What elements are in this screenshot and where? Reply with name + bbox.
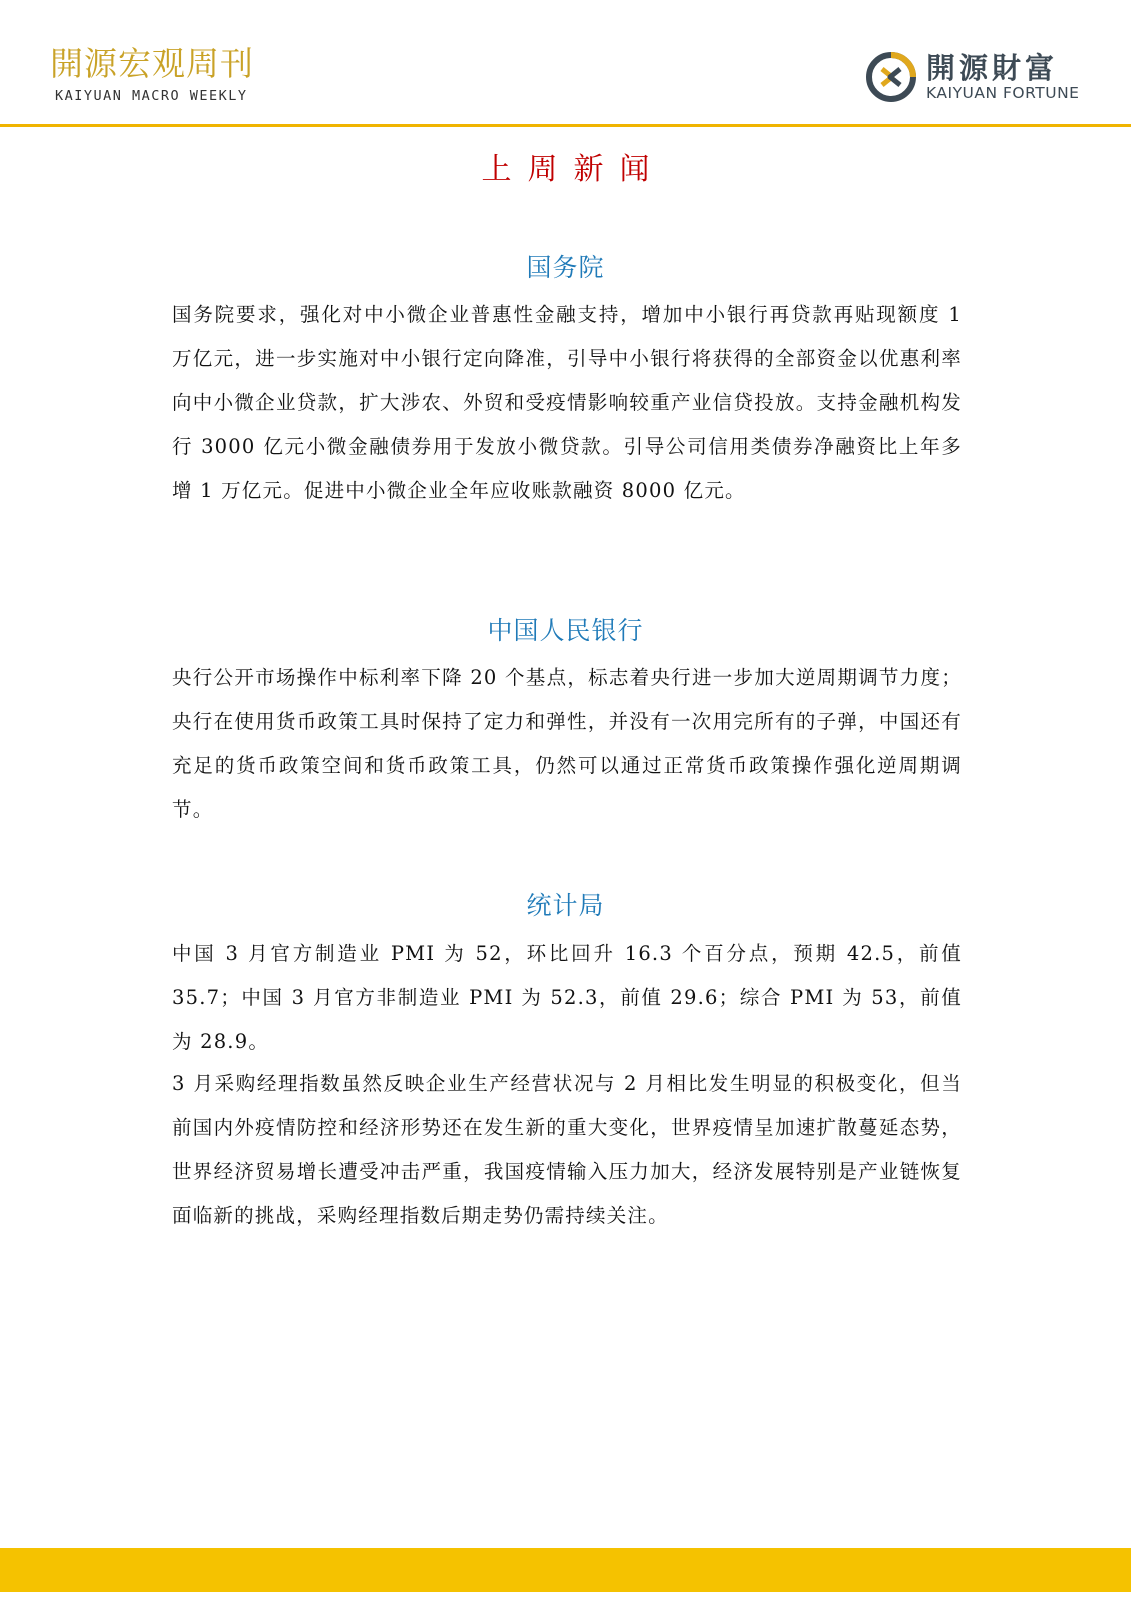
section-title-statistics-bureau: 统计局	[526, 891, 605, 920]
page-header	[0, 0, 1131, 125]
section-paragraph: 央行公开市场操作中标利率下降 20 个基点，标志着央行进一步加大逆周期调节力度；央行在使用货币政策工具时保持了定力和弹性，并没有一次用完所有的子弹，中国还有充足的货币政策空间和货币政策工具，仍然可以通过正常货币政策操作强化逆周期调节。	[172, 666, 962, 821]
section-paragraph: 中国 3 月官方制造业 PMI 为 52，环比回升 16.3 个百分点，预期 42.5，前值 35.7；中国 3 月官方非制造业 PMI 为 52.3，前值 29.6；综合 PMI 为 53，前值为 28.9。	[172, 942, 962, 1053]
footer-bar	[0, 1548, 1131, 1592]
page-title: 上周新闻	[481, 152, 666, 187]
section-title-pboc: 中国人民银行	[487, 616, 644, 645]
header-divider	[0, 124, 1131, 127]
section-paragraph: 国务院要求，强化对中小微企业普惠性金融支持，增加中小银行再贷款再贴现额度 1 万亿元，进一步实施对中小银行定向降准，引导中小银行将获得的全部资金以优惠利率向中小微企业贷款，扩大涉农、外贸和受疫情影响较重产业信贷投放。支持金融机构发行 3000 亿元小微金融债券用于发放小微贷款。引导公司信用类债券净融资比上年多增 1 万亿元。促进中小微企业全年应收账款融资 8000 亿元。	[172, 303, 962, 502]
section-paragraph: 3 月采购经理指数虽然反映企业生产经营状况与 2 月相比发生明显的积极变化，但当前国内外疫情防控和经济形势还在发生新的重大变化，世界疫情呈加速扩散蔓延态势，世界经济贸易增长遭受冲击严重，我国疫情输入压力加大，经济发展特别是产业链恢复面临新的挑战，采购经理指数后期走势仍需持续关注。	[172, 1072, 962, 1227]
logo-text-en: KAIYUAN FORTUNE	[926, 84, 1080, 102]
kaiyuan-logo-icon	[866, 52, 916, 102]
logo-text-cn: 開源財富	[926, 51, 1059, 85]
brand-title: 開源宏观周刊	[50, 44, 254, 83]
brand-subtitle: KAIYUAN MACRO WEEKLY	[55, 88, 248, 104]
section-title-state-council: 国务院	[526, 253, 605, 282]
